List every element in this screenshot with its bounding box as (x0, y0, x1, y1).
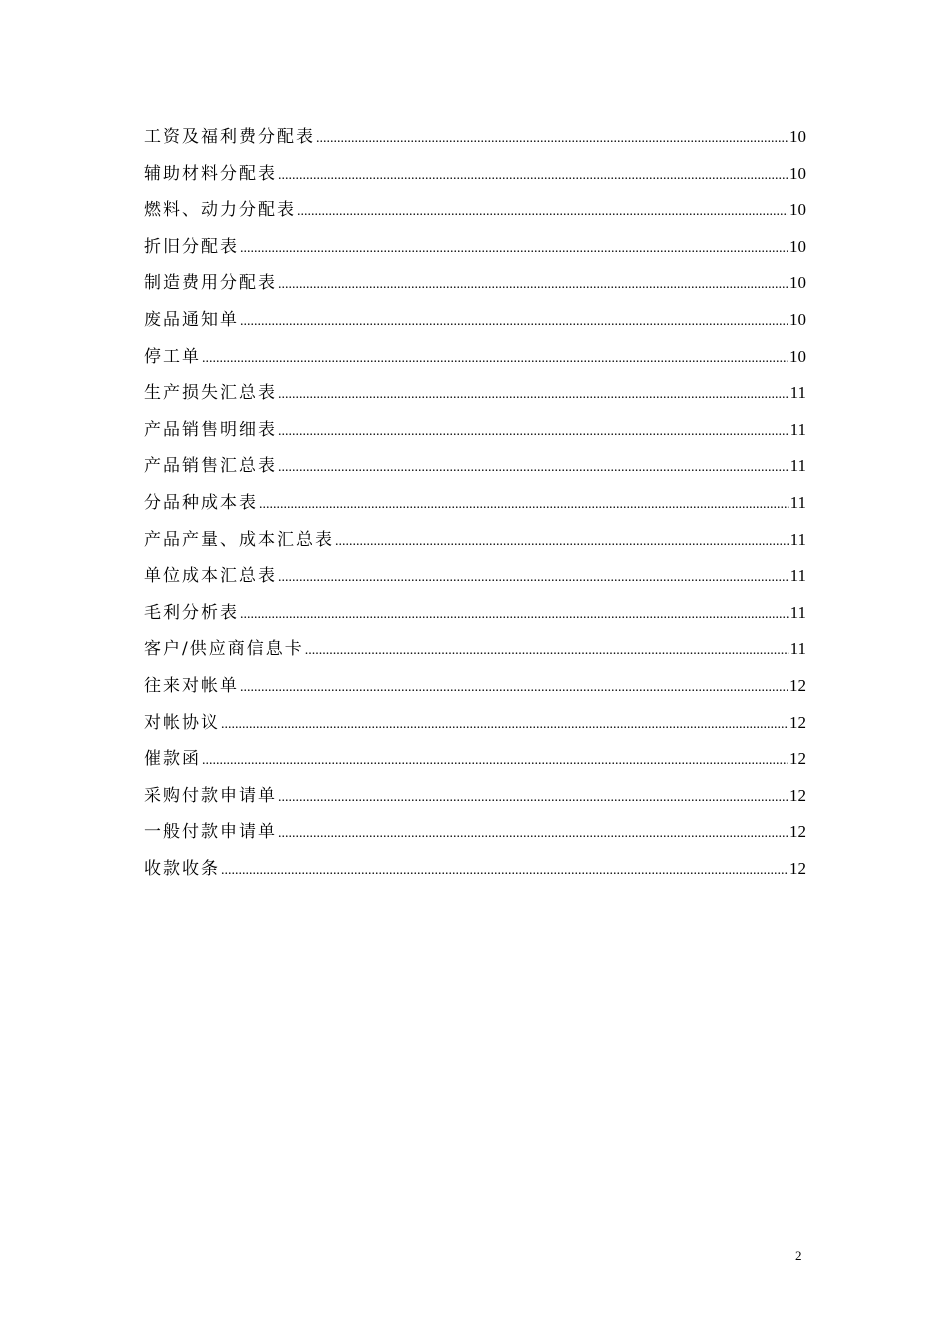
toc-entry[interactable] (144, 485, 806, 522)
toc-entry-title: 客户/供应商信息卡 (144, 639, 304, 660)
toc-dot-leader (305, 633, 789, 670)
toc-dot-leader (316, 121, 788, 158)
toc-dot-leader (240, 597, 789, 634)
toc-entry[interactable] (144, 631, 806, 668)
toc-entry-title: 工资及福利费分配表 (144, 127, 315, 147)
toc-entry[interactable] (144, 119, 806, 156)
toc-entry-page: 12 (789, 822, 806, 842)
toc-entry-title: 产品销售汇总表 (144, 456, 277, 477)
toc-dot-leader (202, 341, 788, 378)
toc-entry-page: 11 (789, 419, 806, 439)
toc-entry[interactable] (144, 558, 806, 595)
toc-dot-leader (278, 158, 788, 195)
toc-dot-leader (278, 560, 789, 597)
toc-entry-page: 12 (789, 749, 806, 769)
toc-entry-title: 单位成本汇总表 (144, 566, 277, 587)
toc-entry[interactable] (144, 705, 806, 742)
toc-entry-page: 10 (789, 273, 806, 293)
toc-entry-page: 12 (789, 675, 806, 695)
toc-entry[interactable] (144, 814, 806, 851)
toc-dot-leader (240, 304, 788, 341)
toc-entry-title: 一般付款申请单 (144, 822, 277, 843)
toc-entry-title: 产品产量、成本汇总表 (144, 529, 334, 550)
toc-entry[interactable] (144, 448, 806, 485)
toc-entry-page: 11 (789, 383, 806, 403)
toc-entry-title: 分品种成本表 (144, 492, 258, 513)
toc-entry-title: 制造费用分配表 (144, 273, 277, 294)
toc-entry-page: 12 (789, 712, 806, 732)
toc-dot-leader (297, 194, 788, 231)
toc-entry[interactable] (144, 741, 806, 778)
toc-dot-leader (202, 743, 788, 780)
toc-dot-leader (240, 670, 788, 707)
toc-dot-leader (240, 231, 788, 268)
toc-entry-title: 废品通知单 (144, 309, 239, 330)
toc-entry[interactable] (144, 265, 806, 302)
toc-entry-page: 10 (789, 236, 806, 256)
toc-entry[interactable] (144, 522, 806, 559)
toc-entry-page: 10 (789, 309, 806, 329)
toc-entry-page: 12 (789, 858, 806, 878)
toc-dot-leader (278, 450, 789, 487)
toc-entry-title: 采购付款申请单 (144, 785, 277, 806)
toc-entry-page: 11 (789, 492, 806, 512)
toc-entry-page: 10 (789, 346, 806, 366)
toc-entry-page: 11 (789, 566, 806, 586)
toc-entry[interactable] (144, 229, 806, 266)
toc-entry[interactable] (144, 192, 806, 229)
page-number: 2 (795, 1248, 802, 1263)
toc-entry-title: 折旧分配表 (144, 236, 239, 257)
toc-entry-title: 收款收条 (144, 858, 220, 879)
toc-dot-leader (278, 780, 788, 817)
toc-entry-page: 11 (789, 529, 806, 549)
toc-entry[interactable] (144, 156, 806, 193)
toc-dot-leader (278, 816, 788, 853)
toc-entry-page: 11 (789, 602, 806, 622)
toc-entry-title: 辅助材料分配表 (144, 163, 277, 184)
toc-entry[interactable] (144, 851, 806, 888)
toc-entry-title: 燃料、动力分配表 (144, 200, 296, 221)
toc-dot-leader (221, 853, 788, 890)
toc-entry-title: 产品销售明细表 (144, 419, 277, 440)
toc-entry[interactable] (144, 668, 806, 705)
toc-entry[interactable] (144, 778, 806, 815)
toc-entry-page: 10 (789, 200, 806, 220)
toc-entry-page: 10 (789, 163, 806, 183)
toc-dot-leader (278, 377, 789, 414)
toc-entry[interactable] (144, 595, 806, 632)
toc-entry-title: 生产损失汇总表 (144, 383, 277, 404)
toc-dot-leader (278, 267, 788, 304)
toc-dot-leader (259, 487, 789, 524)
table-of-contents (144, 119, 806, 887)
toc-entry-title: 毛利分析表 (144, 602, 239, 623)
toc-entry-title: 停工单 (144, 346, 201, 367)
toc-entry[interactable] (144, 302, 806, 339)
toc-entry-title: 催款函 (144, 749, 201, 770)
toc-dot-leader (335, 524, 789, 561)
toc-entry-title: 往来对帐单 (144, 675, 239, 696)
toc-entry[interactable] (144, 412, 806, 449)
toc-entry-page: 11 (789, 639, 806, 659)
toc-entry-page: 11 (789, 456, 806, 476)
toc-entry[interactable] (144, 375, 806, 412)
toc-entry-page: 12 (789, 785, 806, 805)
toc-dot-leader (221, 707, 788, 744)
toc-entry-title: 对帐协议 (144, 712, 220, 733)
toc-entry[interactable] (144, 339, 806, 376)
toc-dot-leader (278, 414, 789, 451)
toc-entry-page: 10 (789, 127, 806, 146)
